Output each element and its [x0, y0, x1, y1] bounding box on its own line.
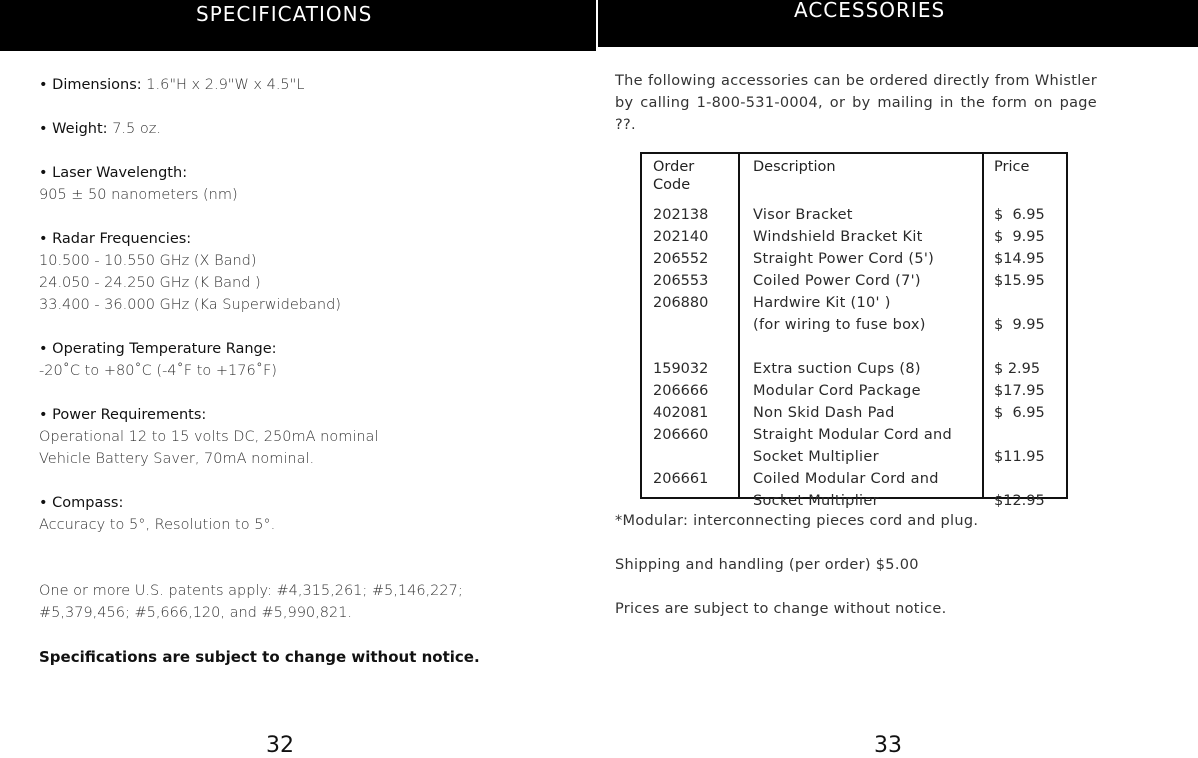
- column-header-price: Price: [994, 159, 1030, 175]
- spec-temperature: • Operating Temperature Range: -20˚C to +80˚C (-4˚F to +176˚F): [39, 341, 277, 379]
- accessories-banner: [598, 0, 1198, 47]
- table-row: [642, 292, 1066, 314]
- description: Straight Modular Cord and: [753, 427, 953, 443]
- page-number-left: 32: [266, 733, 294, 758]
- specifications-list: [39, 74, 579, 668]
- description: Coiled Power Cord (7'): [753, 273, 921, 289]
- description: Hardwire Kit (10' ): [753, 295, 891, 311]
- intro-text: The following accessories can be ordered directly from Whistler by calling 1-800-531-0004, or by mailing in the form on page ??.: [615, 73, 1097, 133]
- patents-notice: One or more U.S. patents apply: #4,315,261; #5,146,227; #5,379,456; #5,666,120, and #5,990,821.: [39, 583, 463, 621]
- accessories-title: ACCESSORIES: [794, 0, 946, 22]
- column-header-order-code: Order Code: [653, 159, 695, 193]
- order-code: 206666: [653, 383, 709, 399]
- price: $11.95: [994, 449, 1045, 465]
- spec-laser: • Laser Wavelength: 905 ± 50 nanometers (nm): [39, 165, 238, 203]
- description: Socket Multiplier: [753, 493, 879, 509]
- column-header-description: Description: [753, 159, 836, 175]
- specifications-title: SPECIFICATIONS: [196, 2, 373, 26]
- price: $17.95: [994, 383, 1045, 399]
- price: $12.95: [994, 493, 1045, 509]
- price: $ 2.95: [994, 361, 1041, 377]
- table-row: [642, 468, 1066, 490]
- price: $ 9.95: [994, 229, 1045, 245]
- table-row: [642, 248, 1066, 270]
- shipping-note: Shipping and handling (per order) $5.00: [615, 557, 919, 573]
- table-row: [642, 446, 1066, 468]
- price: $ 6.95: [994, 207, 1045, 223]
- accessories-intro: [615, 70, 1097, 136]
- order-code: 202140: [653, 229, 709, 245]
- page-number-right: 33: [874, 733, 902, 758]
- spec-dimensions: • Dimensions: 1.6"H x 2.9"W x 4.5"L: [39, 77, 305, 93]
- modular-note: *Modular: interconnecting pieces cord and plug.: [615, 513, 979, 529]
- table-row: [642, 380, 1066, 402]
- order-code: 159032: [653, 361, 709, 377]
- order-code: 206661: [653, 471, 709, 487]
- table-row: [642, 226, 1066, 248]
- spec-compass: • Compass: Accuracy to 5°, Resolution to 5°.: [39, 495, 276, 533]
- spec-radar: • Radar Frequencies: 10.500 - 10.550 GHz (X Band) 24.050 - 24.250 GHz (K Band ) 33.400 - 36.000 GHz (Ka Superwideband): [39, 231, 341, 313]
- spec-power: • Power Requirements: Operational 12 to 15 volts DC, 250mA nominal Vehicle Battery Saver, 70mA nominal.: [39, 407, 379, 467]
- price: $15.95: [994, 273, 1045, 289]
- description: Extra suction Cups (8): [753, 361, 921, 377]
- description: Socket Multiplier: [753, 449, 879, 465]
- description: Windshield Bracket Kit: [753, 229, 923, 245]
- price: $14.95: [994, 251, 1045, 267]
- description: Non Skid Dash Pad: [753, 405, 895, 421]
- description: Visor Bracket: [753, 207, 853, 223]
- price: $ 6.95: [994, 405, 1045, 421]
- description: (for wiring to fuse box): [753, 317, 926, 333]
- accessories-rows: [642, 204, 1066, 512]
- spec-weight: • Weight: 7.5 oz.: [39, 121, 161, 137]
- table-row: [642, 358, 1066, 380]
- order-code: 206660: [653, 427, 709, 443]
- specifications-banner: [0, 0, 596, 51]
- spec-change-notice: Specifications are subject to change without notice.: [39, 648, 480, 666]
- accessories-footer: [615, 510, 1097, 620]
- order-code: 202138: [653, 207, 709, 223]
- order-code: 402081: [653, 405, 709, 421]
- table-row: [642, 204, 1066, 226]
- accessories-table: [640, 152, 1068, 509]
- order-code: 206553: [653, 273, 709, 289]
- price-change-notice: Prices are subject to change without notice.: [615, 601, 947, 617]
- row-spacer: [642, 336, 1066, 358]
- description: Coiled Modular Cord and: [753, 471, 939, 487]
- description: Straight Power Cord (5'): [753, 251, 935, 267]
- table-row: [642, 490, 1066, 512]
- table-row: [642, 424, 1066, 446]
- table-row: [642, 270, 1066, 292]
- price: $ 9.95: [994, 317, 1045, 333]
- table-row: [642, 402, 1066, 424]
- order-code: 206552: [653, 251, 709, 267]
- description: Modular Cord Package: [753, 383, 921, 399]
- order-code: 206880: [653, 295, 709, 311]
- table-row: [642, 314, 1066, 336]
